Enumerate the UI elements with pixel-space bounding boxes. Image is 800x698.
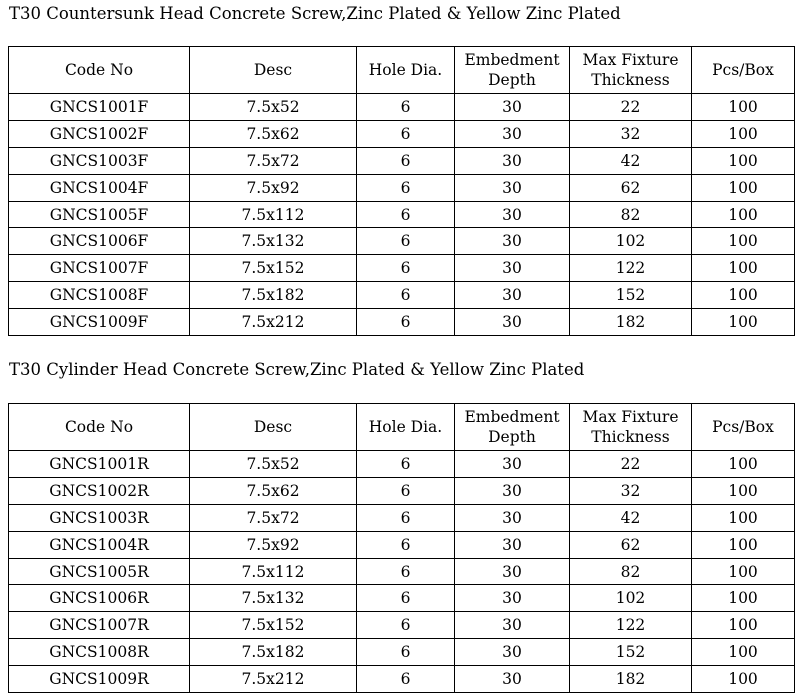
cell-max-fixture-thickness: 122 [570,612,692,639]
cell-max-fixture-thickness: 182 [570,666,692,693]
cell-max-fixture-thickness: 152 [570,639,692,666]
column-header-hole-dia: Hole Dia. [357,404,455,451]
cell-max-fixture-thickness: 42 [570,147,692,174]
cell-desc: 7.5x152 [190,255,357,282]
cell-embedment-depth: 30 [455,639,570,666]
table-row [9,282,795,309]
cell-max-fixture-thickness: 102 [570,585,692,612]
cell-max-fixture-thickness: 82 [570,558,692,585]
cell-hole-dia: 6 [357,309,455,336]
cell-code-no: GNCS1006R [9,585,190,612]
cell-embedment-depth: 30 [455,504,570,531]
cell-pcs-per-box: 100 [692,504,795,531]
column-header-embedment-depth: Embedment Depth [455,404,570,451]
table-row [9,639,795,666]
cell-hole-dia: 6 [357,201,455,228]
cell-embedment-depth: 30 [455,477,570,504]
cell-embedment-depth: 30 [455,120,570,147]
cell-pcs-per-box: 100 [692,666,795,693]
cell-code-no: GNCS1002F [9,120,190,147]
cell-embedment-depth: 30 [455,255,570,282]
cell-desc: 7.5x182 [190,282,357,309]
table-row [9,174,795,201]
table-row [9,451,795,478]
cell-desc: 7.5x132 [190,228,357,255]
table-row [9,309,795,336]
table-row [9,531,795,558]
cell-desc: 7.5x62 [190,120,357,147]
cell-code-no: GNCS1006F [9,228,190,255]
table-row [9,228,795,255]
cell-pcs-per-box: 100 [692,585,795,612]
cell-hole-dia: 6 [357,612,455,639]
column-header-pcs-per-box: Pcs/Box [692,47,795,94]
cell-embedment-depth: 30 [455,147,570,174]
cell-embedment-depth: 30 [455,201,570,228]
cell-max-fixture-thickness: 22 [570,451,692,478]
cell-code-no: GNCS1005F [9,201,190,228]
column-header-max-fixture-thickness: Max Fixture Thickness [570,404,692,451]
table-header-row [9,404,795,451]
table-row [9,504,795,531]
table-row [9,585,795,612]
cell-desc: 7.5x132 [190,585,357,612]
cell-embedment-depth: 30 [455,174,570,201]
cell-pcs-per-box: 100 [692,282,795,309]
cell-code-no: GNCS1003R [9,504,190,531]
table-body [9,451,795,693]
cell-pcs-per-box: 100 [692,147,795,174]
cell-desc: 7.5x52 [190,94,357,121]
cell-code-no: GNCS1004R [9,531,190,558]
column-header-max-fixture-thickness: Max Fixture Thickness [570,47,692,94]
cell-code-no: GNCS1001F [9,94,190,121]
column-header-embedment-depth: Embedment Depth [455,47,570,94]
cell-hole-dia: 6 [357,477,455,504]
cell-desc: 7.5x72 [190,147,357,174]
cell-embedment-depth: 30 [455,309,570,336]
cell-code-no: GNCS1009R [9,666,190,693]
spec-table-cylinder [8,403,795,693]
cell-pcs-per-box: 100 [692,120,795,147]
cell-max-fixture-thickness: 152 [570,282,692,309]
column-header-code-no: Code No [9,47,190,94]
cell-desc: 7.5x212 [190,309,357,336]
cell-desc: 7.5x92 [190,531,357,558]
cell-max-fixture-thickness: 42 [570,504,692,531]
cell-embedment-depth: 30 [455,612,570,639]
table-row [9,147,795,174]
cell-desc: 7.5x112 [190,201,357,228]
cell-max-fixture-thickness: 82 [570,201,692,228]
cell-max-fixture-thickness: 122 [570,255,692,282]
cell-desc: 7.5x52 [190,451,357,478]
cell-embedment-depth: 30 [455,94,570,121]
table-body [9,94,795,336]
cell-hole-dia: 6 [357,666,455,693]
column-header-hole-dia: Hole Dia. [357,47,455,94]
cell-hole-dia: 6 [357,282,455,309]
column-header-pcs-per-box: Pcs/Box [692,404,795,451]
cell-pcs-per-box: 100 [692,174,795,201]
cell-code-no: GNCS1009F [9,309,190,336]
cell-hole-dia: 6 [357,228,455,255]
cell-hole-dia: 6 [357,585,455,612]
table-header-row [9,47,795,94]
cell-hole-dia: 6 [357,639,455,666]
cell-embedment-depth: 30 [455,558,570,585]
cell-max-fixture-thickness: 62 [570,531,692,558]
cell-hole-dia: 6 [357,147,455,174]
table-row [9,94,795,121]
cell-code-no: GNCS1007R [9,612,190,639]
cell-code-no: GNCS1008R [9,639,190,666]
cell-code-no: GNCS1001R [9,451,190,478]
column-header-desc: Desc [190,404,357,451]
table-row [9,558,795,585]
cell-pcs-per-box: 100 [692,309,795,336]
table-row [9,255,795,282]
cell-max-fixture-thickness: 32 [570,120,692,147]
cell-hole-dia: 6 [357,94,455,121]
cell-pcs-per-box: 100 [692,477,795,504]
cell-code-no: GNCS1004F [9,174,190,201]
cell-embedment-depth: 30 [455,282,570,309]
cell-max-fixture-thickness: 182 [570,309,692,336]
column-header-code-no: Code No [9,404,190,451]
cell-code-no: GNCS1003F [9,147,190,174]
cell-pcs-per-box: 100 [692,255,795,282]
cell-max-fixture-thickness: 62 [570,174,692,201]
cell-embedment-depth: 30 [455,228,570,255]
cell-embedment-depth: 30 [455,666,570,693]
cell-code-no: GNCS1005R [9,558,190,585]
section-title-countersunk: T30 Countersunk Head Concrete Screw,Zinc Plated & Yellow Zinc Plated [9,4,621,23]
cell-desc: 7.5x62 [190,477,357,504]
cell-pcs-per-box: 100 [692,558,795,585]
cell-pcs-per-box: 100 [692,201,795,228]
cell-pcs-per-box: 100 [692,451,795,478]
cell-desc: 7.5x72 [190,504,357,531]
table-row [9,612,795,639]
table-row [9,477,795,504]
table-row [9,201,795,228]
cell-pcs-per-box: 100 [692,639,795,666]
cell-max-fixture-thickness: 32 [570,477,692,504]
cell-code-no: GNCS1002R [9,477,190,504]
cell-embedment-depth: 30 [455,531,570,558]
cell-pcs-per-box: 100 [692,94,795,121]
cell-embedment-depth: 30 [455,585,570,612]
cell-pcs-per-box: 100 [692,228,795,255]
cell-desc: 7.5x112 [190,558,357,585]
section-title-cylinder: T30 Cylinder Head Concrete Screw,Zinc Plated & Yellow Zinc Plated [9,360,585,379]
cell-pcs-per-box: 100 [692,531,795,558]
cell-max-fixture-thickness: 22 [570,94,692,121]
cell-hole-dia: 6 [357,558,455,585]
column-header-desc: Desc [190,47,357,94]
cell-desc: 7.5x152 [190,612,357,639]
cell-desc: 7.5x182 [190,639,357,666]
cell-max-fixture-thickness: 102 [570,228,692,255]
cell-hole-dia: 6 [357,255,455,282]
cell-hole-dia: 6 [357,504,455,531]
cell-desc: 7.5x92 [190,174,357,201]
cell-hole-dia: 6 [357,451,455,478]
cell-desc: 7.5x212 [190,666,357,693]
spec-table-countersunk [8,46,795,336]
cell-pcs-per-box: 100 [692,612,795,639]
cell-code-no: GNCS1007F [9,255,190,282]
table-row [9,666,795,693]
cell-code-no: GNCS1008F [9,282,190,309]
cell-hole-dia: 6 [357,120,455,147]
table-row [9,120,795,147]
cell-hole-dia: 6 [357,531,455,558]
cell-embedment-depth: 30 [455,451,570,478]
cell-hole-dia: 6 [357,174,455,201]
